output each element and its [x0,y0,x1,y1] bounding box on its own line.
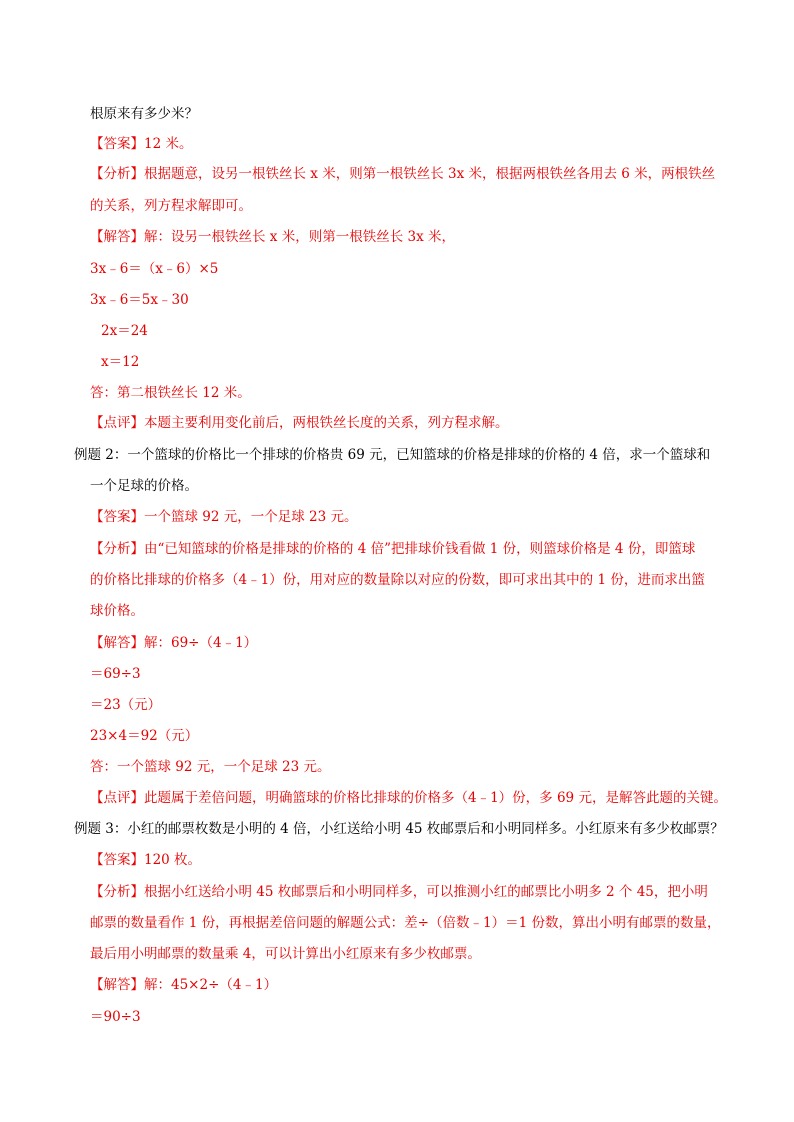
equation-line: x＝12 [101,354,140,370]
comment-line: 【点评】本题主要利用变化前后，两根铁丝长度的关系，列方程求解。 [90,415,509,431]
example-question: 例题 2：一个篮球的价格比一个排球的价格贵 69 元，已知篮球的价格是排球的价格的 4 倍，求一个篮球和 [74,447,711,463]
analysis-line: 最后用小明邮票的数量乘 4，可以计算出小红原来有多少枚邮票。 [90,946,481,962]
equation-line: 2x＝24 [101,323,148,339]
reply-line: 答：一个篮球 92 元，一个足球 23 元。 [90,759,331,775]
example-question: 例题 3：小红的邮票枚数是小明的 4 倍，小红送给小明 45 枚邮票后和小明同样多。小红原来有多少枚邮票？ [74,821,724,837]
analysis-line: 球价格。 [90,603,144,619]
reply-line: 答：第二根铁丝长 12 米。 [90,385,251,401]
answer-line: 【答案】120 枚。 [90,852,202,868]
equation-line: 23×4＝92（元） [90,728,199,744]
analysis-line: 邮票的数量看作 1 份，再根据差倍问题的解题公式：差÷（倍数﹣1）＝1 份数，算出小明有邮票的数量， [90,915,721,931]
equation-line: 3x﹣6＝5x﹣30 [90,292,189,308]
solution-line: 【解答】解：设另一根铁丝长 x 米，则第一根铁丝长 3x 米， [90,229,455,245]
answer-line: 【答案】12 米。 [90,136,193,152]
analysis-line: 的价格比排球的价格多（4﹣1）份，用对应的数量除以对应的份数，即可求出其中的 1 份，进而求出篮 [90,572,705,588]
analysis-line: 的关系，列方程求解即可。 [90,198,252,214]
analysis-line: 【分析】由“已知篮球的价格是排球的价格的 4 倍”把排球价钱看做 1 份，则篮球价格是 4 份，即篮球 [90,541,696,557]
example-question: 一个足球的价格。 [90,478,198,494]
analysis-line: 【分析】根据小红送给小明 45 枚邮票后和小明同样多，可以推测小红的邮票比小明多 2 个 45，把小明 [90,884,708,900]
equation-line: ＝69÷3 [90,666,141,682]
solution-line: 【解答】解：45×2÷（4﹣1） [90,977,278,993]
comment-line: 【点评】此题属于差倍问题，明确篮球的价格比排球的价格多（4﹣1）份，多 69 元，是解答此题的关键。 [90,790,727,806]
question-continuation: 根原来有多少米？ [90,106,198,122]
answer-line: 【答案】一个篮球 92 元，一个足球 23 元。 [90,509,358,525]
equation-line: ＝23（元） [90,697,162,713]
equation-line: ＝90÷3 [90,1009,141,1025]
analysis-line: 【分析】根据题意，设另一根铁丝长 x 米，则第一根铁丝长 3x 米，根据两根铁丝各用去 6 米，两根铁丝 [90,166,716,182]
equation-line: 3x﹣6＝（x﹣6）×5 [90,261,219,277]
solution-line: 【解答】解：69÷（4﹣1） [90,635,258,651]
